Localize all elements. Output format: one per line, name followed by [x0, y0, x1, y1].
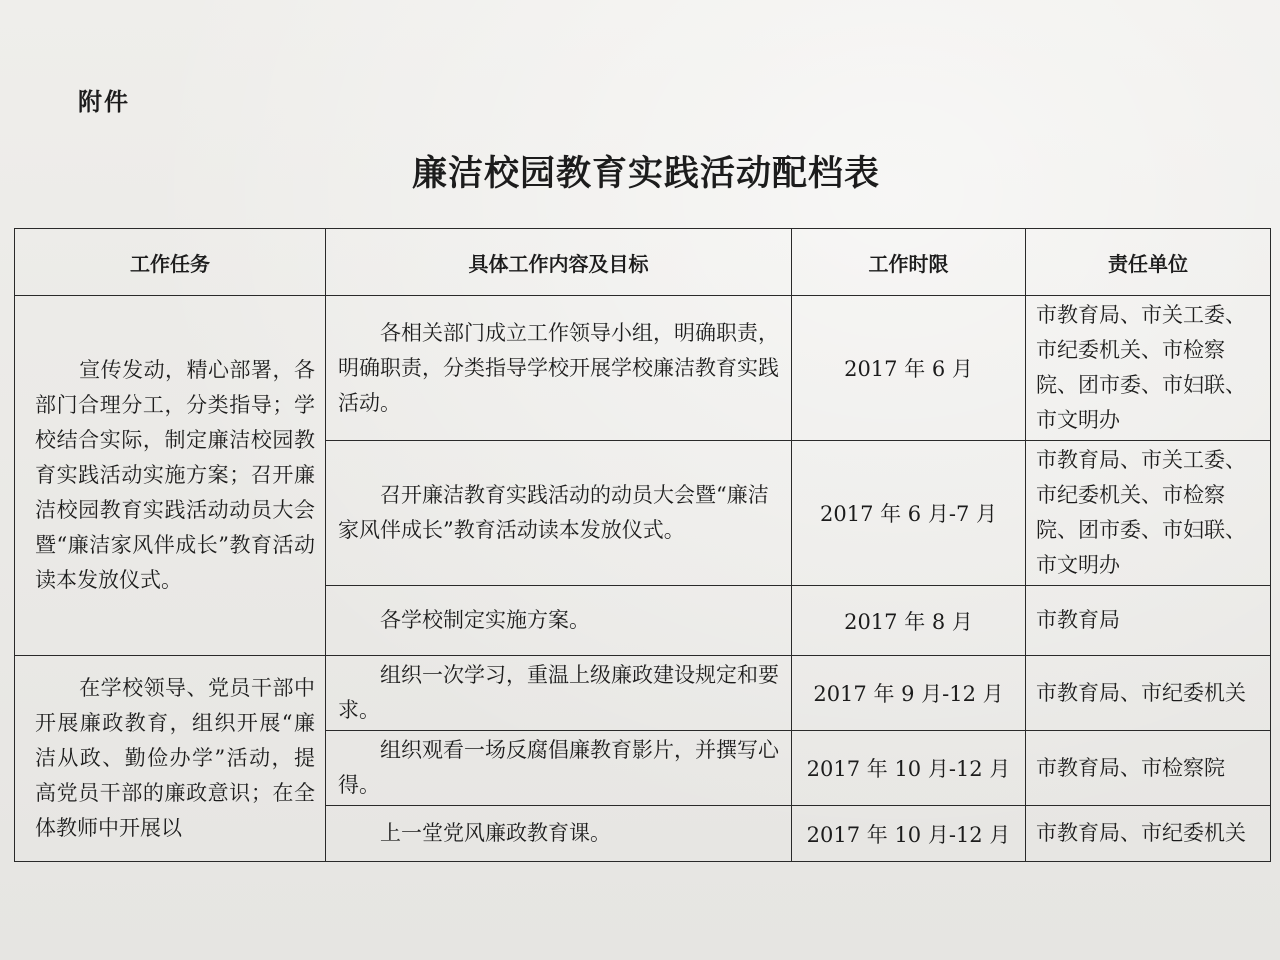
content-cell — [326, 731, 792, 806]
task-cell — [15, 296, 326, 656]
content-text: 组织观看一场反腐倡廉教育影片，并撰写心得。 — [338, 738, 779, 797]
task-cell — [15, 656, 326, 862]
content-cell — [326, 656, 792, 731]
header-task: 工作任务 — [15, 229, 326, 296]
unit-cell: 市教育局、市关工委、市纪委机关、市检察院、团市委、市妇联、市文明办 — [1026, 441, 1271, 586]
content-text: 上一堂党风廉政教育课。 — [380, 821, 611, 845]
table-header-row — [15, 229, 1271, 296]
period-cell: 2017 年 8 月 — [792, 586, 1026, 656]
period-cell: 2017 年 6 月 — [792, 296, 1026, 441]
content-cell — [326, 586, 792, 656]
unit-cell: 市教育局、市检察院 — [1026, 731, 1271, 806]
table-row — [15, 656, 1271, 731]
unit-cell: 市教育局、市纪委机关 — [1026, 656, 1271, 731]
period-cell: 2017 年 10 月-12 月 — [792, 731, 1026, 806]
content-text: 各学校制定实施方案。 — [380, 608, 590, 632]
content-text: 各相关部门成立工作领导小组，明确职责，明确职责，分类指导学校开展学校廉洁教育实践活动。 — [338, 320, 779, 415]
period-cell: 2017 年 9 月-12 月 — [792, 656, 1026, 731]
table-row — [15, 296, 1271, 441]
schedule-table — [14, 228, 1271, 862]
unit-cell: 市教育局 — [1026, 586, 1271, 656]
document-title: 廉洁校园教育实践活动配档表 — [412, 154, 881, 194]
header-unit: 责任单位 — [1026, 229, 1271, 296]
task-text: 宣传发动，精心部署，各部门合理分工，分类指导；学校结合实际，制定廉洁校园教育实践活动实施方案；召开廉洁校园教育实践活动动员大会暨“廉洁家风伴成长”教育活动读本发放仪式。 — [35, 358, 315, 592]
header-content: 具体工作内容及目标 — [326, 229, 792, 296]
header-period: 工作时限 — [792, 229, 1026, 296]
content-cell — [326, 806, 792, 862]
content-text: 召开廉洁教育实践活动的动员大会暨“廉洁家风伴成长”教育活动读本发放仪式。 — [338, 483, 769, 542]
period-cell: 2017 年 6 月-7 月 — [792, 441, 1026, 586]
content-cell — [326, 296, 792, 441]
content-text: 组织一次学习，重温上级廉政建设规定和要求。 — [338, 663, 779, 722]
unit-cell: 市教育局、市关工委、市纪委机关、市检察院、团市委、市妇联、市文明办 — [1026, 296, 1271, 441]
unit-cell: 市教育局、市纪委机关 — [1026, 806, 1271, 862]
period-cell: 2017 年 10 月-12 月 — [792, 806, 1026, 862]
content-cell — [326, 441, 792, 586]
attachment-label: 附件 — [78, 88, 130, 116]
task-text: 在学校领导、党员干部中开展廉政教育，组织开展“廉洁从政、勤俭办学”活动，提高党员干部的廉政意识；在全体教师中开展以 — [35, 676, 315, 840]
